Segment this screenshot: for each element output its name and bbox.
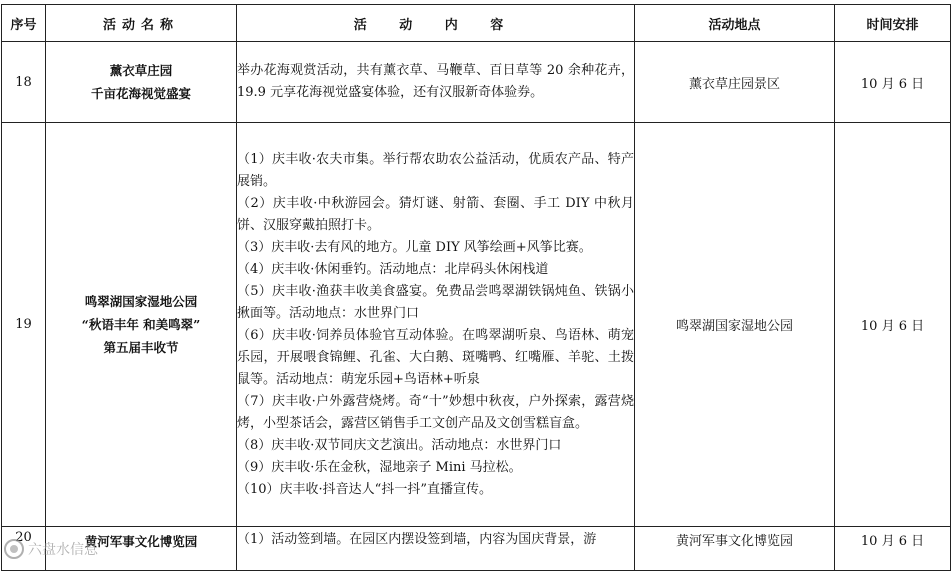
- activity-name-line: 千亩花海视觉盛宴: [90, 86, 191, 101]
- activity-location: 薰衣草庄园景区: [635, 42, 835, 123]
- content-paragraph: （1）活动签到墙。在园区内摆设签到墙，内容为国庆背景，游: [237, 532, 597, 547]
- table-row: [2, 123, 951, 527]
- activity-content: [237, 123, 635, 527]
- content-paragraph: 举办花海观赏活动，共有薰衣草、马鞭草、百日草等 20 余种花卉，19.9 元享花海视觉盛宴体验，还有汉服新奇体验券。: [237, 63, 634, 100]
- row-number: 18: [2, 42, 46, 123]
- content-paragraph: （6）庆丰收·饲养员体验官互动体验。在鸣翠湖听泉、鸟语林、萌宠乐园，开展喂食锦鲤、孔雀、大白鹅、斑嘴鸭、红嘴雁、羊驼、土拨鼠等。活动地点：萌宠乐园+鸟语林+听泉: [237, 327, 634, 387]
- content-paragraph: （3）庆丰收·去有风的地方。儿童 DIY 风筝绘画+风筝比赛。: [237, 239, 592, 255]
- table-row: [2, 42, 951, 123]
- activity-name: [46, 42, 237, 123]
- watermark-text: 六盘水信息: [28, 542, 98, 558]
- header-content: 活 动 内 容: [237, 5, 635, 42]
- content-paragraph: （1）庆丰收·农夫市集。举行帮农助农公益活动，优质农产品、特产展销。: [237, 151, 634, 189]
- header-name: 活动名称: [46, 5, 237, 42]
- activity-time: 10 月 6 日: [835, 42, 951, 123]
- activity-name-line: 黄河军事文化博览园: [84, 534, 198, 549]
- content-paragraph: （9）庆丰收·乐在金秋，湿地亲子 Mini 马拉松。: [237, 459, 522, 475]
- activity-time: 10 月 6 日: [835, 123, 951, 527]
- activity-content: [237, 42, 635, 123]
- activity-location: 黄河军事文化博览园: [635, 527, 835, 571]
- activity-name-line: 第五届丰收节: [103, 340, 179, 355]
- activity-name: [46, 123, 237, 527]
- watermark: [4, 536, 98, 562]
- content-paragraph: （4）庆丰收·休闲垂钓。活动地点：北岸码头休闲栈道: [237, 261, 549, 277]
- content-paragraph: （8）庆丰收·双节同庆文艺演出。活动地点：水世界门口: [237, 437, 562, 453]
- header-row: [2, 5, 951, 42]
- row-number: 19: [2, 123, 46, 527]
- header-num: 序号: [2, 5, 46, 42]
- row-number: 20: [2, 527, 46, 571]
- events-table: [1, 4, 951, 571]
- header-location: 活动地点: [635, 5, 835, 42]
- activity-name-line: “秋语丰年 和美鸣翠”: [81, 317, 201, 332]
- activity-time: 10 月 6 日: [835, 527, 951, 571]
- content-paragraph: （10）庆丰收·抖音达人“抖一抖”直播宣传。: [237, 481, 492, 497]
- content-paragraph: （7）庆丰收·户外露营烧烤。奇“十”妙想中秋夜，户外探索，露营烧烤，小型茶话会，露营区销售手工文创产品及文创雪糕盲盒。: [237, 393, 634, 431]
- activity-name-line: 鸣翠湖国家湿地公园: [84, 294, 198, 309]
- watermark-logo-icon: [4, 539, 24, 559]
- activity-name-line: 薰衣草庄园: [109, 63, 173, 78]
- content-paragraph: （5）庆丰收·渔获丰收美食盛宴。免费品尝鸣翠湖铁锅炖鱼、铁锅小揪面等。活动地点：水世界门口: [237, 283, 634, 321]
- content-paragraph: （2）庆丰收·中秋游园会。猜灯谜、射箭、套圈、手工 DIY 中秋月饼、汉服穿戴拍照打卡。: [237, 195, 634, 233]
- header-time: 时间安排: [835, 5, 951, 42]
- activity-location: 鸣翠湖国家湿地公园: [635, 123, 835, 527]
